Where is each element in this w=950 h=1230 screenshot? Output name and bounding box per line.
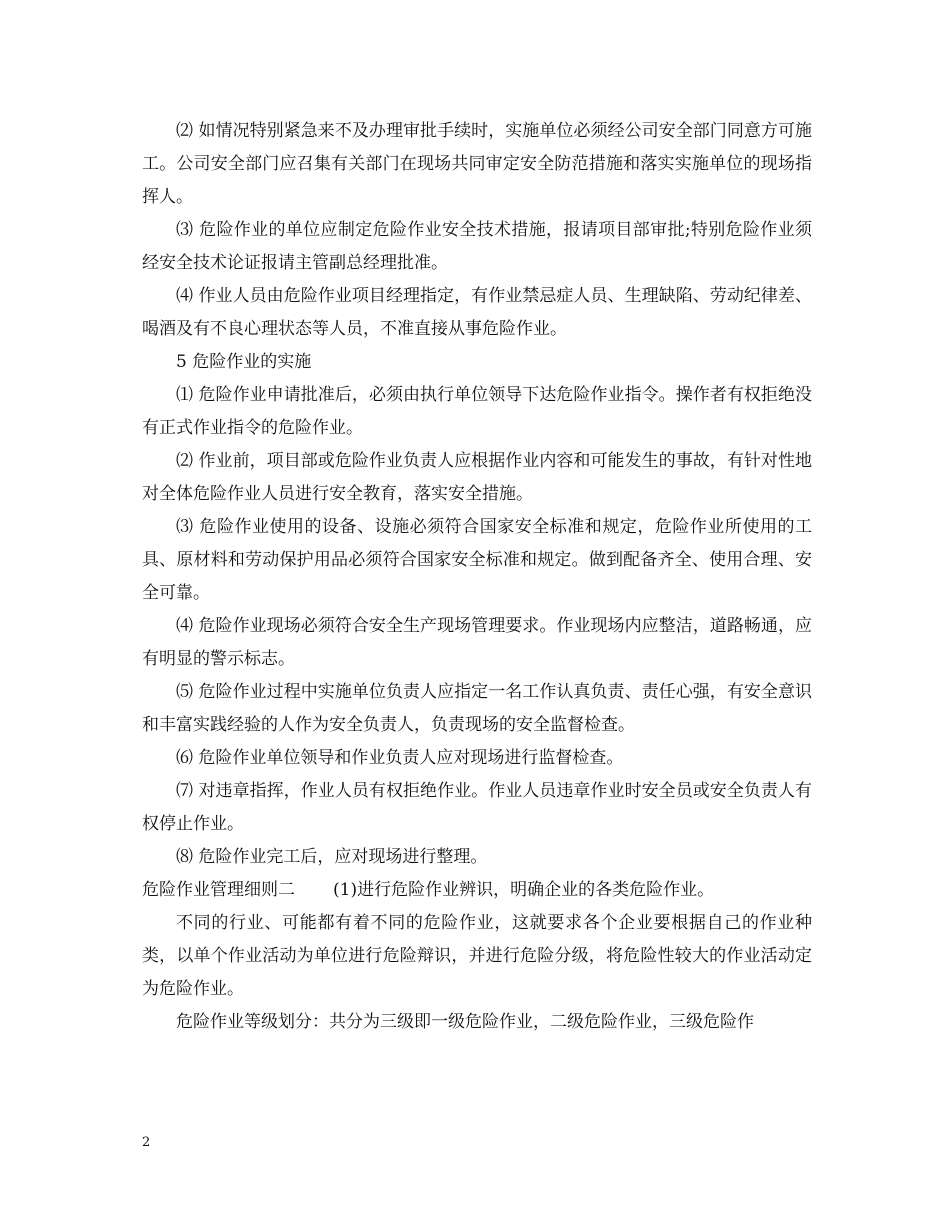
paragraph-safety-education: ⑵ 作业前，项目部或危险作业负责人应根据作业内容和可能发生的事故，有针对性地对全体危险作业人员进行安全教育，落实安全措施。 (142, 451, 812, 504)
paragraph-site-management: ⑷ 危险作业现场必须符合安全生产现场管理要求。作业现场内应整洁，道路畅通，应有明显的警示标志。 (142, 616, 812, 669)
section-title: 危险作业管理细则二 (142, 880, 295, 900)
paragraph-emergency-approval: ⑵ 如情况特别紧急来不及办理审批手续时，实施单位必须经公司安全部门同意方可施工。公司安全部门应召集有关部门在现场共同审定安全防范措施和落实实施单位的现场指挥人。 (142, 121, 812, 207)
section-heading-implementation: 5 危险作业的实施 (176, 352, 312, 372)
section-item: (1)进行危险作业辨识，明确企业的各类危险作业。 (333, 880, 715, 900)
section-heading-rules-two (142, 874, 812, 907)
paragraph-hazard-identification: 不同的行业、可能都有着不同的危险作业，这就要求各个企业要根据自己的作业种类，以单个作业活动为单位进行危险辩识，并进行危险分级，将危险性较大的作业活动定为危险作业。 (142, 913, 812, 999)
paragraph-hazard-levels: 危险作业等级划分：共分为三级即一级危险作业，二级危险作业，三级危险作 (176, 1012, 754, 1032)
paragraph-personnel: ⑷ 作业人员由危险作业项目经理指定，有作业禁忌症人员、生理缺陷、劳动纪律差、喝酒及有不良心理状态等人员，不准直接从事危险作业。 (142, 286, 812, 339)
paragraph-safety-officer: ⑸ 危险作业过程中实施单位负责人应指定一名工作认真负责、责任心强，有安全意识和丰富实践经验的人作为安全负责人，负责现场的安全监督检查。 (142, 682, 812, 735)
paragraph-technical-measures: ⑶ 危险作业的单位应制定危险作业安全技术措施，报请项目部审批;特别危险作业须经安全技术论证报请主管副总经理批准。 (142, 220, 812, 273)
paragraph-site-cleanup: ⑻ 危险作业完工后，应对现场进行整理。 (176, 847, 488, 867)
paragraph-refuse-violation: ⑺ 对违章指挥，作业人员有权拒绝作业。作业人员违章作业时安全员或安全负责人有权停止作业。 (142, 781, 812, 834)
paragraph-work-order: ⑴ 危险作业申请批准后，必须由执行单位领导下达危险作业指令。操作者有权拒绝没有正式作业指令的危险作业。 (142, 385, 812, 438)
paragraph-equipment-standards: ⑶ 危险作业使用的设备、设施必须符合国家安全标准和规定，危险作业所使用的工具、原材料和劳动保护用品必须符合国家安全标准和规定。做到配备齐全、使用合理、安全可靠。 (142, 517, 812, 603)
page-number: 2 (142, 1135, 151, 1150)
paragraph-supervision: ⑹ 危险作业单位领导和作业负责人应对现场进行监督检查。 (176, 748, 624, 768)
document-body (142, 115, 812, 1039)
